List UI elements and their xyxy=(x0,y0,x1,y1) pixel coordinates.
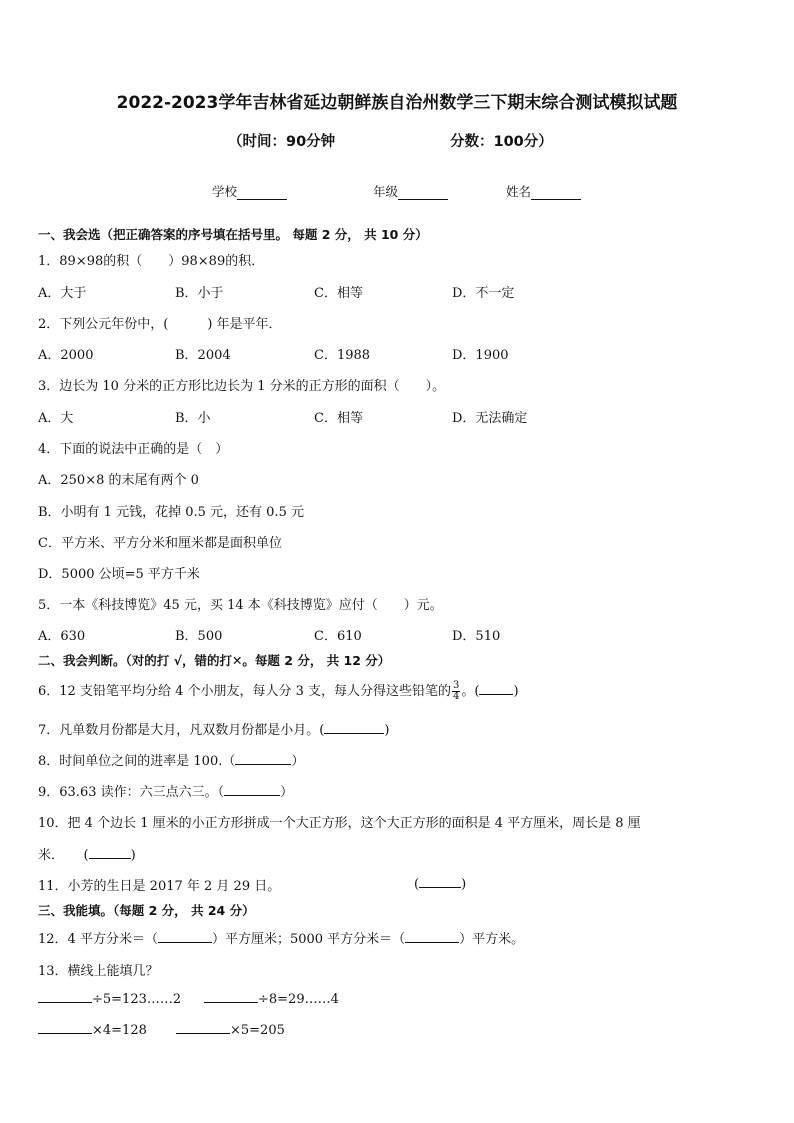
q2-option-d[interactable]: D．1900 xyxy=(452,348,509,363)
q5-option-a[interactable]: A．630 xyxy=(38,629,86,644)
q3-option-a[interactable]: A．大 xyxy=(38,411,74,426)
q4-option-b[interactable]: B．小明有 1 元钱，花掉 0.5 元，还有 0.5 元 xyxy=(38,505,304,520)
question-12: 12．4 平方分米＝（ ）平方厘米；5000 平方分米＝（ ）平方米。 xyxy=(38,932,525,947)
question-3: 3．边长为 10 分米的正方形比边长为 1 分米的正方形的面积（ ）。 xyxy=(38,379,446,394)
question-6: 6．12 支铅笔平均分给 4 个小朋友，每人分 3 支，每人分得这些铅笔的 $\frac{3}{4}$ 。( ) xyxy=(38,680,519,702)
section-2-heading: 二、我会判断。（对的打 √，错的打✕。每题 2 分， 共 12 分） xyxy=(38,653,391,668)
question-5: 5．一本《科技博览》45 元，买 14 本《科技博览》应付（ ）元。 xyxy=(38,598,443,613)
q2-option-a[interactable]: A．2000 xyxy=(38,348,94,363)
q10-answer-blank[interactable] xyxy=(89,846,131,859)
question-8: 8．时间单位之间的进率是 100.（ ） xyxy=(38,754,305,769)
question-10: 10．把 4 个边长 1 厘米的小正方形拼成一个大正方形，这个大正方形的面积是 4 平方厘米，周长是 8 厘 xyxy=(38,816,641,831)
question-4: 4．下面的说法中正确的是（ ） xyxy=(38,442,229,457)
q1-option-b[interactable]: B．小于 xyxy=(175,286,224,301)
section-3-heading: 三、我能填。（每题 2 分， 共 24 分） xyxy=(38,903,255,918)
q11-answer-blank[interactable] xyxy=(419,875,461,888)
q9-answer-blank[interactable] xyxy=(224,783,280,796)
q3-option-c[interactable]: C．相等 xyxy=(314,411,363,426)
q13-expr-3: ×4=128 xyxy=(38,1021,147,1038)
page-title: 2022-2023学年吉林省延边朝鲜族自治州数学三下期末综合测试模拟试题 xyxy=(116,93,678,113)
q13-expr-2: ÷8=29……4 xyxy=(204,990,339,1007)
school-label: 学校 xyxy=(212,184,238,199)
q5-option-b[interactable]: B．500 xyxy=(175,629,223,644)
q1-option-a[interactable]: A．大于 xyxy=(38,286,87,301)
question-1: 1．89×98的积（ ）98×89的积． xyxy=(38,254,265,269)
q3-option-d[interactable]: D．无法确定 xyxy=(452,411,528,426)
q13-expr-1: ÷5=123……2 xyxy=(38,990,181,1007)
grade-blank[interactable] xyxy=(398,187,448,200)
q1-option-c[interactable]: C．相等 xyxy=(314,286,363,301)
fraction-three-quarters: $\frac{3}{4}$ xyxy=(453,680,460,702)
q6-answer-blank[interactable] xyxy=(479,682,513,695)
question-11: 11．小芳的生日是 2017 年 2 月 29 日。 xyxy=(38,879,281,894)
section-1-heading: 一、我会选（把正确答案的序号填在括号里。 每题 2 分， 共 10 分） xyxy=(38,227,428,242)
q6-text: 6．12 支铅笔平均分给 4 个小朋友，每人分 3 支，每人分得这些铅笔的 xyxy=(38,684,452,699)
grade-field[interactable] xyxy=(373,182,448,200)
question-9: 9．63.63 读作：六三点六三。（ ） xyxy=(38,785,294,800)
q5-option-c[interactable]: C．610 xyxy=(314,629,362,644)
q13-blank-2[interactable] xyxy=(204,990,258,1003)
q4-option-c[interactable]: C．平方米、平方分米和厘米都是面积单位 xyxy=(38,536,282,551)
q13-blank-4[interactable] xyxy=(176,1021,230,1034)
name-label: 姓名 xyxy=(506,184,532,199)
question-11-answer: ( ) xyxy=(414,877,467,892)
q4-option-a[interactable]: A．250×8 的末尾有两个 0 xyxy=(38,473,199,488)
name-blank[interactable] xyxy=(531,187,581,200)
name-field[interactable] xyxy=(506,182,581,200)
q12-answer-blank-1[interactable] xyxy=(158,930,212,943)
q13-blank-1[interactable] xyxy=(38,990,92,1003)
grade-label: 年级 xyxy=(373,184,399,199)
question-7: 7．凡单数月份都是大月，凡双数月份都是小月。( ) xyxy=(38,723,390,738)
q5-option-d[interactable]: D．510 xyxy=(452,629,501,644)
question-10-line2: 米． ( ) xyxy=(38,848,136,863)
time-label: （时间：90分钟 xyxy=(228,134,336,150)
q1-option-d[interactable]: D．不一定 xyxy=(452,286,515,301)
q13-blank-3[interactable] xyxy=(38,1021,92,1034)
q2-option-c[interactable]: C．1988 xyxy=(314,348,371,363)
q13-expr-4: ×5=205 xyxy=(176,1021,285,1038)
question-13: 13．横线上能填几？ xyxy=(38,964,159,979)
q8-answer-blank[interactable] xyxy=(235,752,291,765)
question-2: 2．下列公元年份中，( ) 年是平年． xyxy=(38,317,282,332)
q2-option-b[interactable]: B．2004 xyxy=(175,348,231,363)
q3-option-b[interactable]: B．小 xyxy=(175,411,211,426)
q12-answer-blank-2[interactable] xyxy=(405,930,459,943)
school-blank[interactable] xyxy=(237,187,287,200)
score-label: 分数：100分） xyxy=(450,134,553,150)
q7-answer-blank[interactable] xyxy=(324,721,384,734)
school-field[interactable] xyxy=(212,182,287,200)
q4-option-d[interactable]: D．5000 公顷=5 平方千米 xyxy=(38,567,200,582)
